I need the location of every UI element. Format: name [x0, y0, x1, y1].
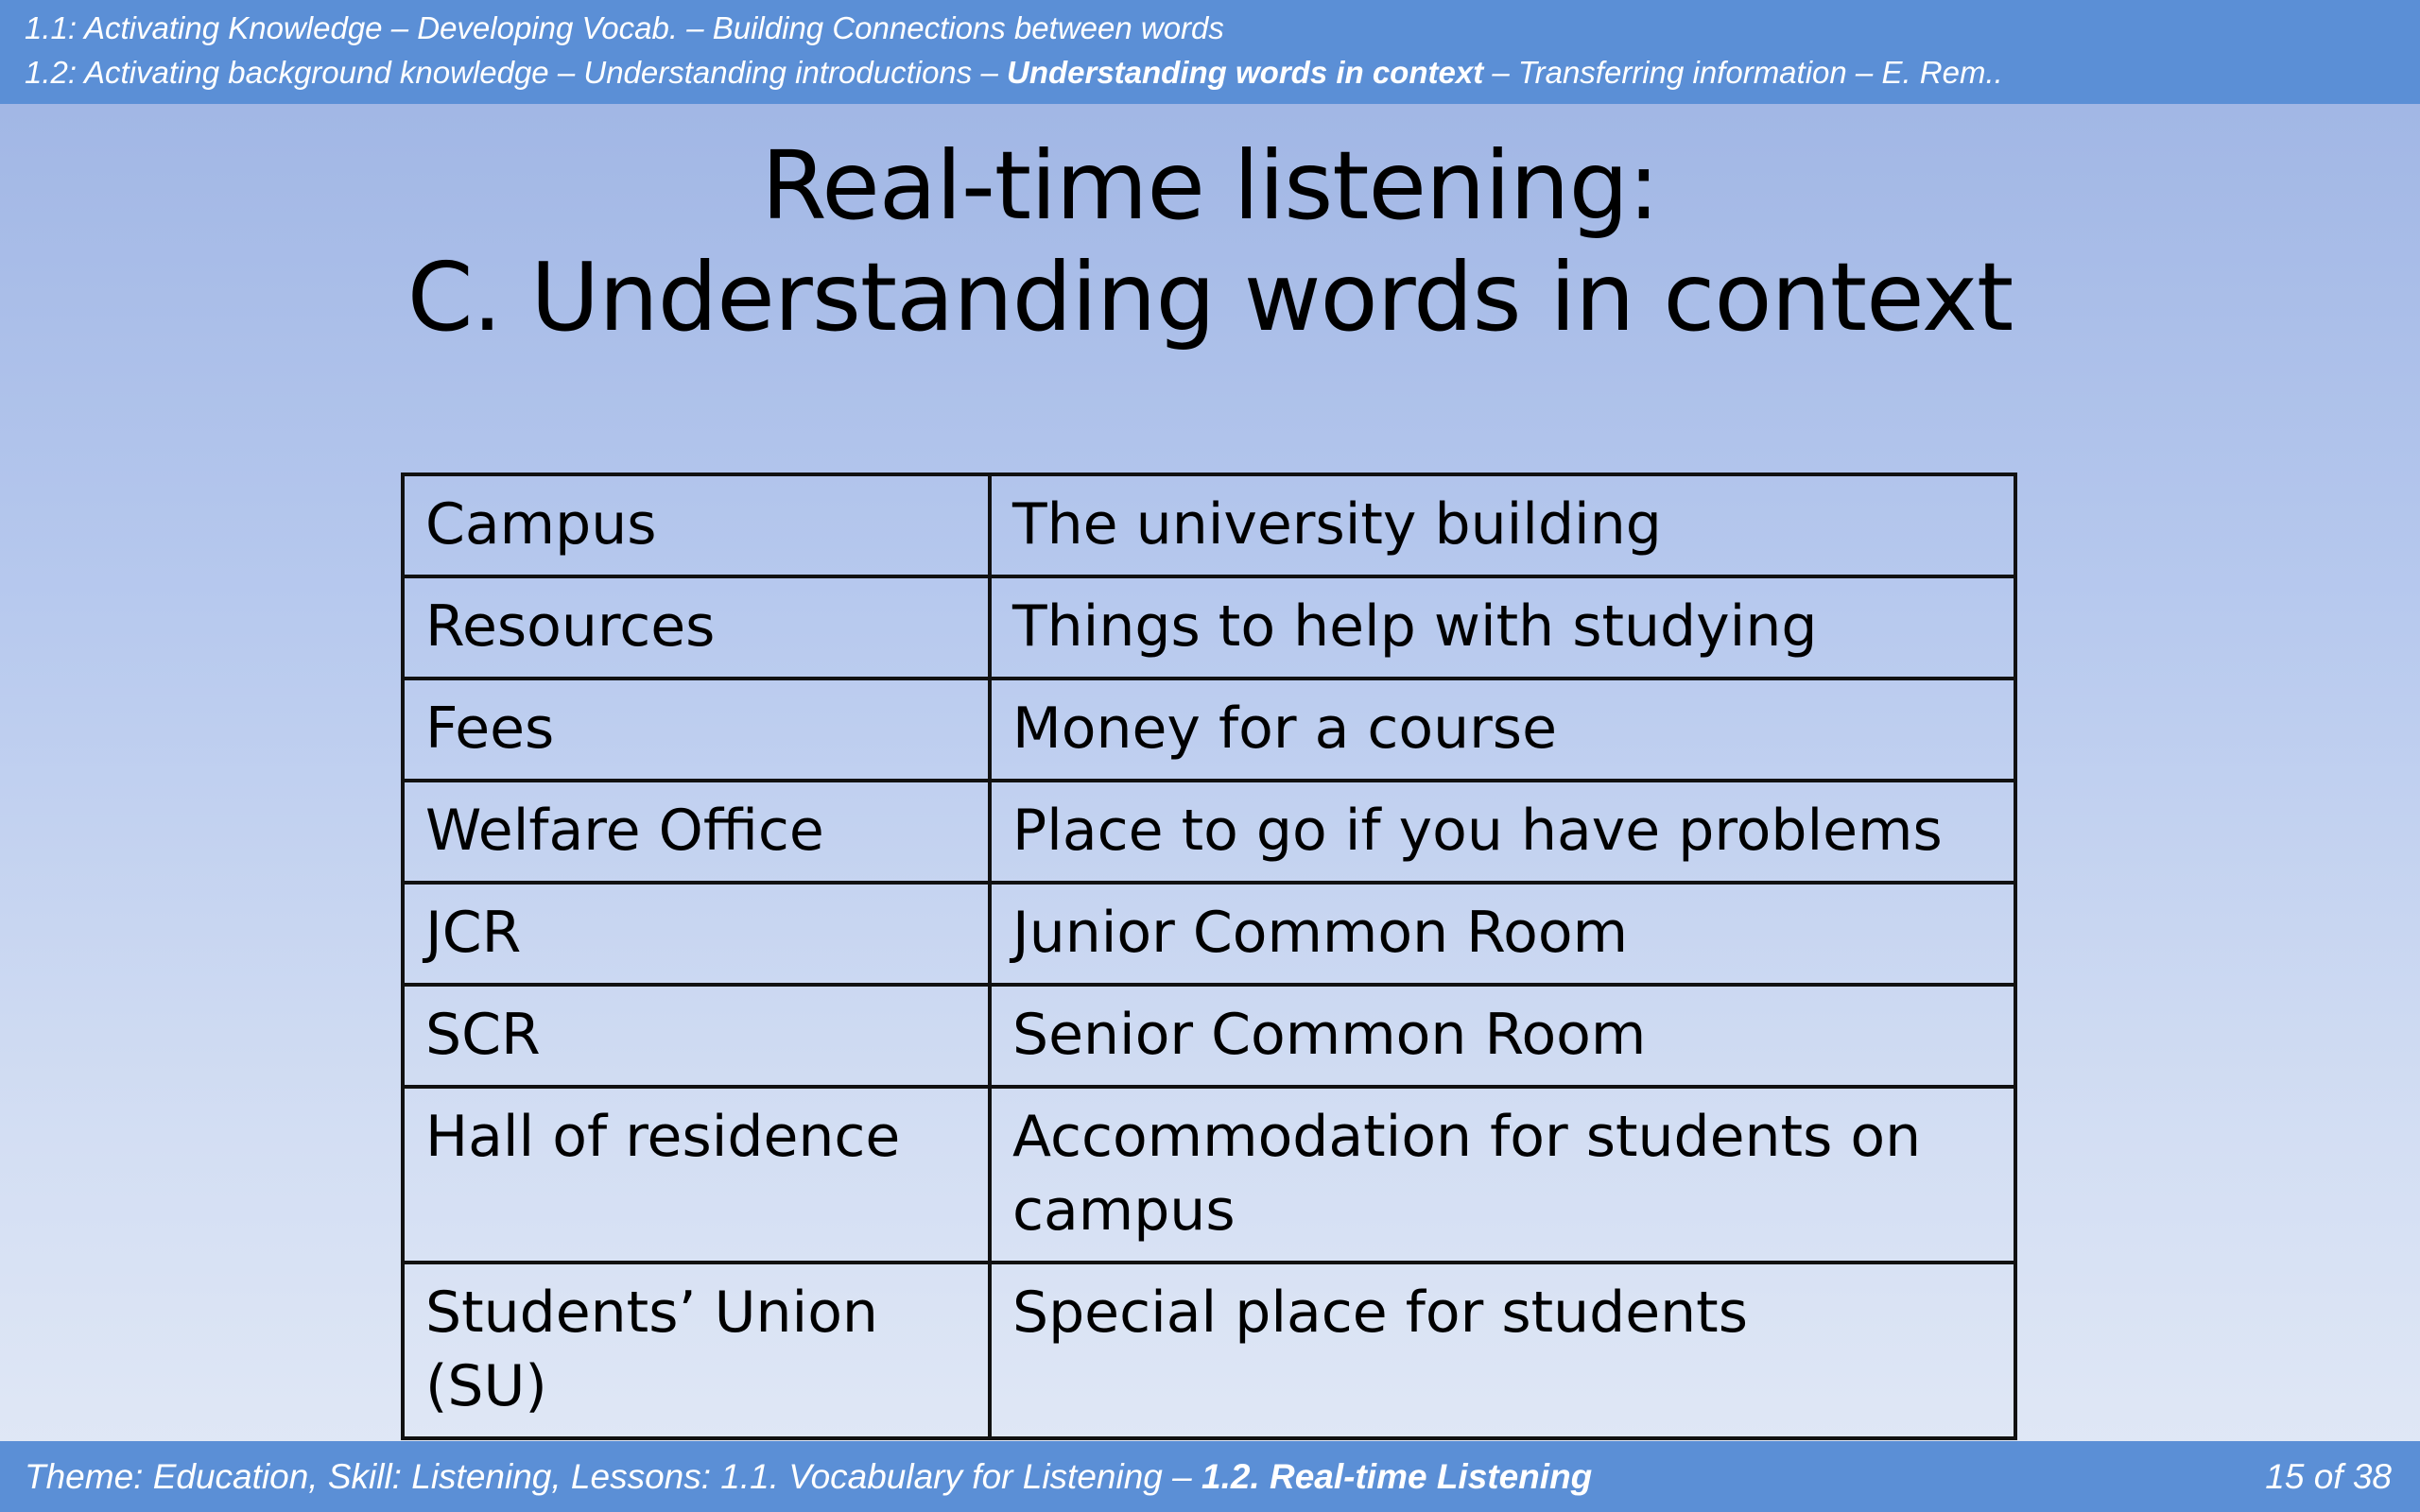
term-cell: Fees [403, 679, 990, 781]
term-cell: Resources [403, 576, 990, 679]
table-row [403, 985, 2015, 1087]
header-line-2 [25, 50, 2395, 94]
table-row [403, 679, 2015, 781]
definition-cell: Special place for students [990, 1263, 2015, 1438]
header-line-1-item-3[interactable]: Building Connections between words [712, 10, 1224, 45]
term-cell: Students’ Union (SU) [403, 1263, 990, 1438]
header-line-1 [25, 6, 2395, 50]
header-separator: – [1492, 55, 1510, 90]
header-line-2-current-item[interactable]: Understanding words in context [1006, 55, 1484, 90]
header-line-2-item-5[interactable]: E. Rem.. [1881, 55, 2003, 90]
table-row [403, 1263, 2015, 1438]
term-cell: SCR [403, 985, 990, 1087]
header-separator: – [980, 55, 998, 90]
term-cell: JCR [403, 883, 990, 985]
header-separator: – [686, 10, 704, 45]
header-line-2-prefix: 1.2: [25, 55, 78, 90]
header-line-2-item-4[interactable]: Transferring information [1517, 55, 1847, 90]
header-line-1-item-1[interactable]: Activating Knowledge [84, 10, 383, 45]
table-row [403, 576, 2015, 679]
definition-cell: Accommodation for students on campus [990, 1087, 2015, 1263]
definition-cell: Junior Common Room [990, 883, 2015, 985]
slide-title-line-1: Real-time listening: [761, 130, 1659, 241]
header-line-1-item-2[interactable]: Developing Vocab. [417, 10, 679, 45]
footer-current-lesson: 1.2. Real-time Listening [1201, 1457, 1593, 1496]
term-cell: Campus [403, 474, 990, 576]
slide-title [0, 130, 2420, 353]
slide-footer [0, 1441, 2420, 1512]
table-row [403, 474, 2015, 576]
slide-title-line-2: C. Understanding words in context [406, 242, 2014, 352]
header-separator: – [390, 10, 409, 45]
lesson-navigation-header [0, 0, 2420, 104]
definition-cell: Money for a course [990, 679, 2015, 781]
definition-cell: Things to help with studying [990, 576, 2015, 679]
vocabulary-table [401, 472, 2017, 1440]
table-row [403, 781, 2015, 883]
header-separator: – [1855, 55, 1874, 90]
header-line-2-item-2[interactable]: Understanding introductions [583, 55, 973, 90]
table-row [403, 1087, 2015, 1263]
header-line-2-item-1[interactable]: Activating background knowledge [84, 55, 549, 90]
page-indicator: 15 of 38 [2265, 1457, 2392, 1496]
header-separator: – [557, 55, 576, 90]
table-row [403, 883, 2015, 985]
term-cell: Hall of residence [403, 1087, 990, 1263]
header-line-1-prefix: 1.1: [25, 10, 78, 45]
definition-cell: Senior Common Room [990, 985, 2015, 1087]
footer-theme-text: Theme: Education, Skill: Listening, Lessons: 1.1. Vocabulary for Listening – [25, 1457, 1192, 1496]
definition-cell: Place to go if you have problems [990, 781, 2015, 883]
definition-cell: The university building [990, 474, 2015, 576]
term-cell: Welfare Office [403, 781, 990, 883]
